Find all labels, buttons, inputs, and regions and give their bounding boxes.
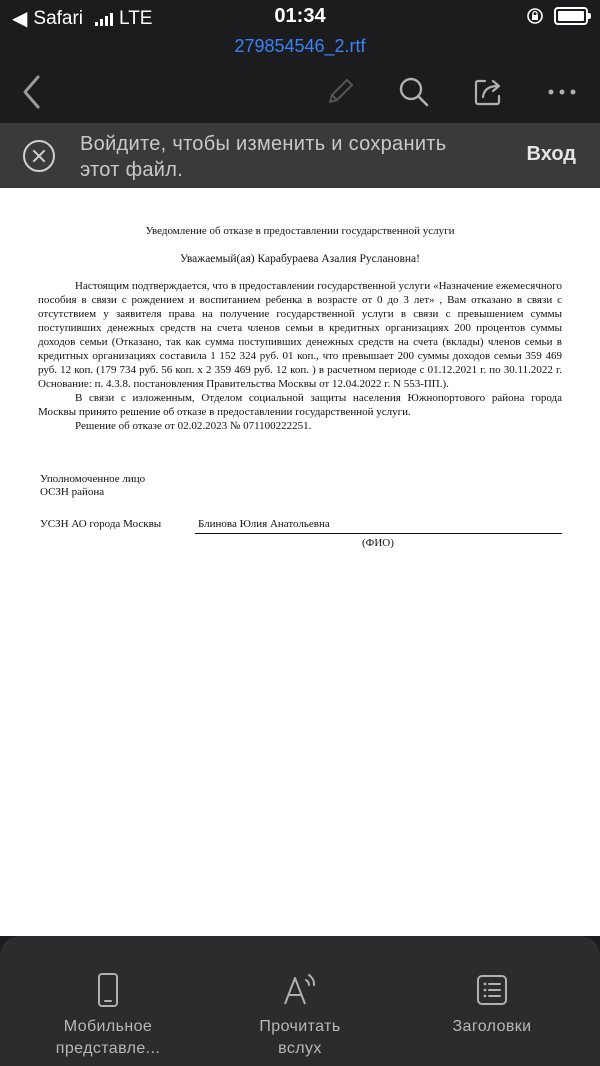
signatory-line-1: Уполномоченное лицо	[40, 473, 146, 485]
back-button[interactable]	[10, 68, 54, 116]
headings-button[interactable]	[392, 970, 592, 1038]
pencil-icon	[322, 74, 358, 110]
headings-label: Заголовки	[452, 1018, 532, 1035]
more-icon	[547, 87, 577, 97]
mobile-view-button[interactable]	[8, 970, 208, 1060]
document-paragraph: В связи с изложенным, Отделом социальной защиты населения Южнопортового района города Москвы принято решение об отказе в предоставлении государственной услуги.	[38, 392, 562, 418]
signatory-block	[40, 473, 145, 499]
search-button[interactable]	[392, 68, 436, 116]
mobile-view-label-2: представле...	[55, 1040, 161, 1057]
signature-underline	[195, 533, 562, 534]
read-aloud-button[interactable]	[200, 970, 400, 1060]
back-to-app-chevron-icon: ◀	[12, 8, 28, 30]
login-button[interactable]: Вход	[526, 143, 576, 165]
orientation-lock-icon	[526, 7, 544, 25]
status-right	[526, 7, 588, 25]
document-paragraph: Настоящим подтверждается, что в предоставлении государственной услуги «Назначение ежемесячного пособия в связи с рождением и воспитанием ребенка в возрасте от 0 до 3 лет» , Вам отказано в связи с отсутствием у заявителя права на получение государственной услуги в связи с превышением суммы поступивших денежных средств на счета членов семьи в кредитных организациях 200 процентов суммы доходов семьи (Отказано, так как сумма поступивших денежных средств на счета (вклады) членов семьи в кредитных организациях составила 1 152 324 руб. 01 коп., что превышает 200 суммы доходов семьи 359 469 руб. 12 коп. (179 734 руб. 56 коп. х 2 359 469 руб. 12 коп. ) в расчетном периоде с 01.12.2021 г. по 30.11.2022 г. Основание: п. 4.3.8. постановления Правительства Москвы от 12.04.2022 г. N 553-ПП.).	[38, 280, 562, 390]
headings-list-icon	[476, 974, 508, 1006]
more-button[interactable]	[540, 68, 584, 116]
chevron-left-icon	[20, 74, 44, 110]
read-aloud-icon	[282, 972, 318, 1008]
fio-caption: (ФИО)	[362, 537, 394, 549]
search-icon	[397, 75, 431, 109]
official-name: Блинова Юлия Анатольевна	[198, 518, 330, 530]
file-name: 279854546_2.rtf	[234, 36, 366, 56]
bottom-toolbar	[0, 936, 600, 1066]
document-greeting: Уважаемый(ая) Карабураева Азалия Руслановна!	[180, 253, 420, 265]
phone-icon	[96, 972, 120, 1008]
share-button[interactable]	[466, 68, 510, 116]
mobile-view-label-1: Мобильное	[63, 1018, 153, 1035]
battery-icon	[554, 7, 588, 25]
document-title: Уведомление об отказе в предоставлении государственной услуги	[145, 225, 455, 237]
status-bar	[0, 0, 600, 34]
department-name: УСЗН АО города Москвы	[40, 518, 162, 530]
network-type: LTE	[119, 7, 153, 29]
document-paragraph: Решение об отказе от 02.02.2023 № 071100222251.	[75, 420, 312, 432]
document-page[interactable]	[0, 188, 600, 936]
read-aloud-label-2: вслух	[278, 1040, 322, 1057]
top-toolbar	[0, 64, 600, 120]
sign-in-banner	[0, 123, 600, 188]
document-body	[38, 279, 562, 433]
read-aloud-label-1: Прочитать	[259, 1018, 341, 1035]
status-time: 01:34	[274, 5, 326, 27]
close-banner-icon[interactable]	[23, 140, 55, 172]
share-icon	[471, 75, 505, 109]
banner-message: Войдите, чтобы изменить и сохранить этот файл.	[80, 133, 447, 181]
back-to-app-label: Safari	[33, 7, 84, 29]
edit-button[interactable]	[318, 68, 362, 116]
signatory-line-2: ОСЗН района	[40, 486, 105, 498]
